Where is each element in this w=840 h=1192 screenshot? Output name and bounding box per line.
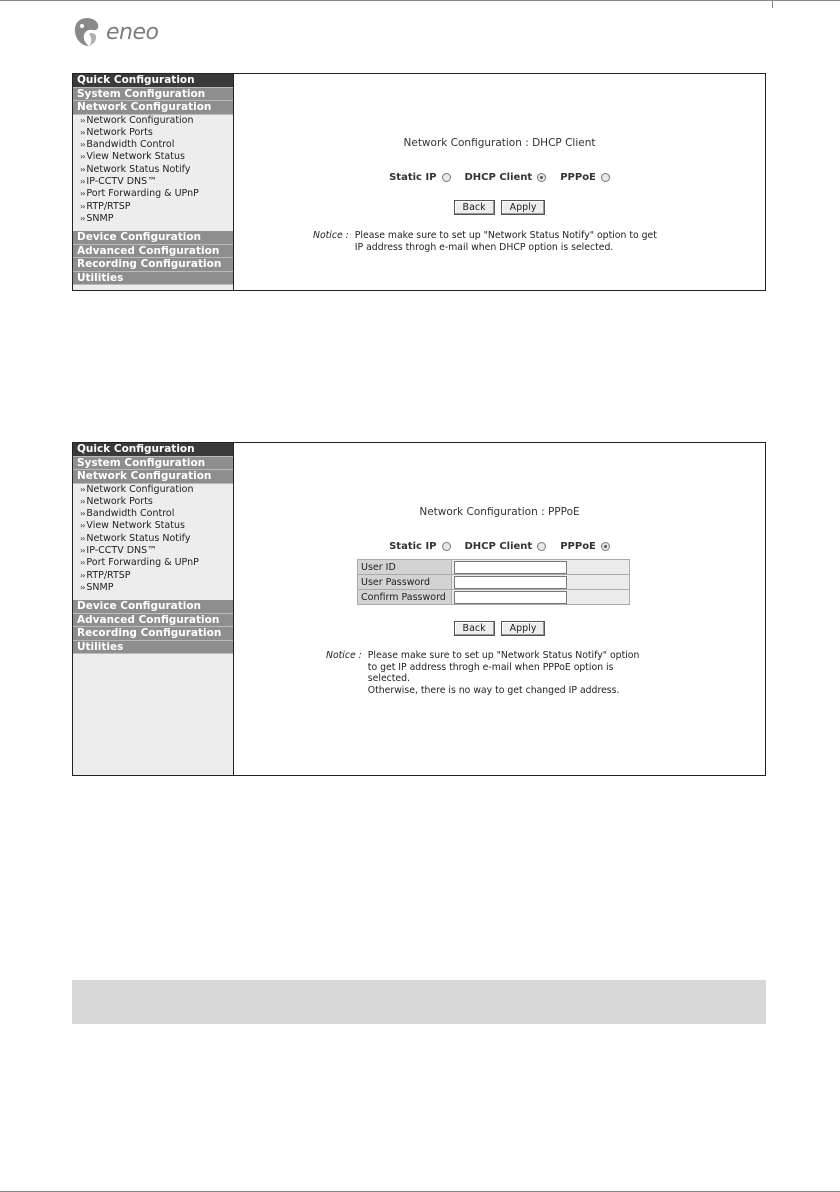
sidebar-section-device-configuration[interactable]: Device Configuration	[73, 600, 233, 614]
brand-wordmark: eneo	[106, 19, 159, 45]
gray-banner	[72, 980, 766, 1024]
arrow-icon: ››	[80, 496, 85, 506]
ip-mode-radio-group	[234, 541, 765, 552]
radio-static-ip[interactable]: Static IP	[389, 172, 450, 183]
apply-button[interactable]: Apply	[501, 200, 546, 215]
pppoe-content-area	[234, 443, 765, 775]
ip-mode-radio-group	[234, 172, 765, 183]
arrow-icon: ››	[80, 164, 85, 174]
sidebar-item-network-configuration[interactable]: ›› Network Configuration	[80, 114, 194, 126]
arrow-icon: ››	[80, 189, 85, 199]
back-button[interactable]: Back	[454, 621, 495, 636]
page-title: Network Configuration : PPPoE	[419, 506, 580, 518]
sidebar-section-device-configuration[interactable]: Device Configuration	[73, 231, 233, 245]
brand-logo	[72, 14, 158, 50]
notice-message	[326, 650, 639, 696]
sidebar-section-network-configuration[interactable]: Network Configuration	[73, 101, 233, 115]
user-password-label: User Password	[358, 575, 452, 590]
arrow-icon: ››	[80, 545, 85, 555]
confirm-password-label: Confirm Password	[358, 590, 452, 605]
eneo-swirl-icon	[72, 16, 102, 48]
sidebar-section-system-configuration[interactable]: System Configuration	[73, 88, 233, 102]
pppoe-config-panel	[72, 442, 766, 776]
table-row	[358, 575, 630, 590]
page-top-rule	[0, 0, 840, 1]
arrow-icon: ››	[80, 176, 85, 186]
sidebar-item-ip-cctv-dns[interactable]: ›› IP-CCTV DNS™	[80, 175, 157, 187]
notice-label: Notice :	[326, 650, 362, 661]
arrow-icon: ››	[80, 558, 85, 568]
back-button[interactable]: Back	[454, 200, 495, 215]
sidebar-menu	[73, 74, 234, 290]
arrow-icon: ››	[80, 201, 85, 211]
user-password-input[interactable]	[454, 576, 567, 589]
radio-button-icon[interactable]	[442, 173, 451, 182]
notice-message	[313, 230, 657, 253]
radio-dhcp-client[interactable]: DHCP Client	[465, 541, 547, 552]
notice-label: Notice :	[313, 230, 349, 241]
sidebar-item-ip-cctv-dns[interactable]: ›› IP-CCTV DNS™	[80, 544, 157, 556]
page-title: Network Configuration : DHCP Client	[403, 137, 596, 149]
sidebar-item-bandwidth-control[interactable]: ›› Bandwidth Control	[80, 139, 175, 151]
radio-pppoe[interactable]: PPPoE	[560, 541, 610, 552]
confirm-password-input[interactable]	[454, 591, 567, 604]
arrow-icon: ››	[80, 152, 85, 162]
sidebar-item-network-status-notify[interactable]: ›› Network Status Notify	[80, 532, 191, 544]
sidebar-item-rtp-rtsp[interactable]: ›› RTP/RTSP	[80, 200, 131, 212]
arrow-icon: ››	[80, 127, 85, 137]
arrow-icon: ››	[80, 509, 85, 519]
table-row	[358, 560, 630, 575]
radio-button-selected-icon[interactable]	[537, 173, 546, 182]
sidebar-item-network-status-notify[interactable]: ›› Network Status Notify	[80, 163, 191, 175]
sidebar-section-network-configuration[interactable]: Network Configuration	[73, 470, 233, 484]
radio-button-icon[interactable]	[601, 173, 610, 182]
arrow-icon: ››	[80, 484, 85, 494]
sidebar-section-advanced-configuration[interactable]: Advanced Configuration	[73, 245, 233, 259]
user-id-label: User ID	[358, 560, 452, 575]
notice-text: Please make sure to set up "Network Status Notify" option to get IP address throgh e-mail when PPPoE option is selected. Otherwise, there is no way to get changed IP address.	[367, 650, 640, 696]
sidebar-item-rtp-rtsp[interactable]: ›› RTP/RTSP	[80, 569, 131, 581]
sidebar-item-snmp[interactable]: ›› SNMP	[80, 212, 114, 224]
radio-button-icon[interactable]	[442, 542, 451, 551]
radio-static-ip[interactable]: Static IP	[389, 541, 450, 552]
sidebar-section-recording-configuration[interactable]: Recording Configuration	[73, 258, 233, 272]
action-buttons	[234, 200, 765, 215]
arrow-icon: ››	[80, 533, 85, 543]
user-id-input[interactable]	[454, 561, 567, 574]
sidebar-item-view-network-status[interactable]: ›› View Network Status	[80, 520, 185, 532]
dhcp-config-panel	[72, 73, 766, 291]
sidebar-section-quick-configuration[interactable]: Quick Configuration	[73, 443, 233, 457]
sidebar-item-network-configuration[interactable]: ›› Network Configuration	[80, 483, 194, 495]
sidebar-section-quick-configuration[interactable]: Quick Configuration	[73, 74, 233, 88]
sidebar-section-advanced-configuration[interactable]: Advanced Configuration	[73, 614, 233, 628]
action-buttons	[234, 621, 765, 636]
radio-button-selected-icon[interactable]	[601, 542, 610, 551]
dhcp-content-area	[234, 74, 765, 290]
arrow-icon: ››	[80, 582, 85, 592]
sidebar-item-snmp[interactable]: ›› SNMP	[80, 581, 114, 593]
sidebar-section-utilities[interactable]: Utilities	[73, 641, 233, 655]
sidebar-item-port-forwarding[interactable]: ›› Port Forwarding & UPnP	[80, 557, 199, 569]
page-crop-mark	[772, 0, 773, 8]
arrow-icon: ››	[80, 521, 85, 531]
sidebar-item-network-ports[interactable]: ›› Network Ports	[80, 495, 153, 507]
sidebar-item-view-network-status[interactable]: ›› View Network Status	[80, 151, 185, 163]
pppoe-credentials-table	[357, 559, 630, 605]
arrow-icon: ››	[80, 570, 85, 580]
arrow-icon: ››	[80, 213, 85, 223]
apply-button[interactable]: Apply	[501, 621, 546, 636]
arrow-icon: ››	[80, 115, 85, 125]
sidebar-section-recording-configuration[interactable]: Recording Configuration	[73, 627, 233, 641]
sidebar-item-port-forwarding[interactable]: ›› Port Forwarding & UPnP	[80, 188, 199, 200]
radio-pppoe[interactable]: PPPoE	[560, 172, 610, 183]
sidebar-menu	[73, 443, 234, 775]
table-row	[358, 590, 630, 605]
sidebar-section-utilities[interactable]: Utilities	[73, 272, 233, 286]
notice-text: Please make sure to set up "Network Status Notify" option to get IP address throgh e-mail when DHCP option is selected.	[354, 230, 657, 253]
radio-dhcp-client[interactable]: DHCP Client	[465, 172, 547, 183]
sidebar-item-bandwidth-control[interactable]: ›› Bandwidth Control	[80, 508, 175, 520]
arrow-icon: ››	[80, 140, 85, 150]
sidebar-item-network-ports[interactable]: ›› Network Ports	[80, 126, 153, 138]
radio-button-icon[interactable]	[537, 542, 546, 551]
sidebar-section-system-configuration[interactable]: System Configuration	[73, 457, 233, 471]
